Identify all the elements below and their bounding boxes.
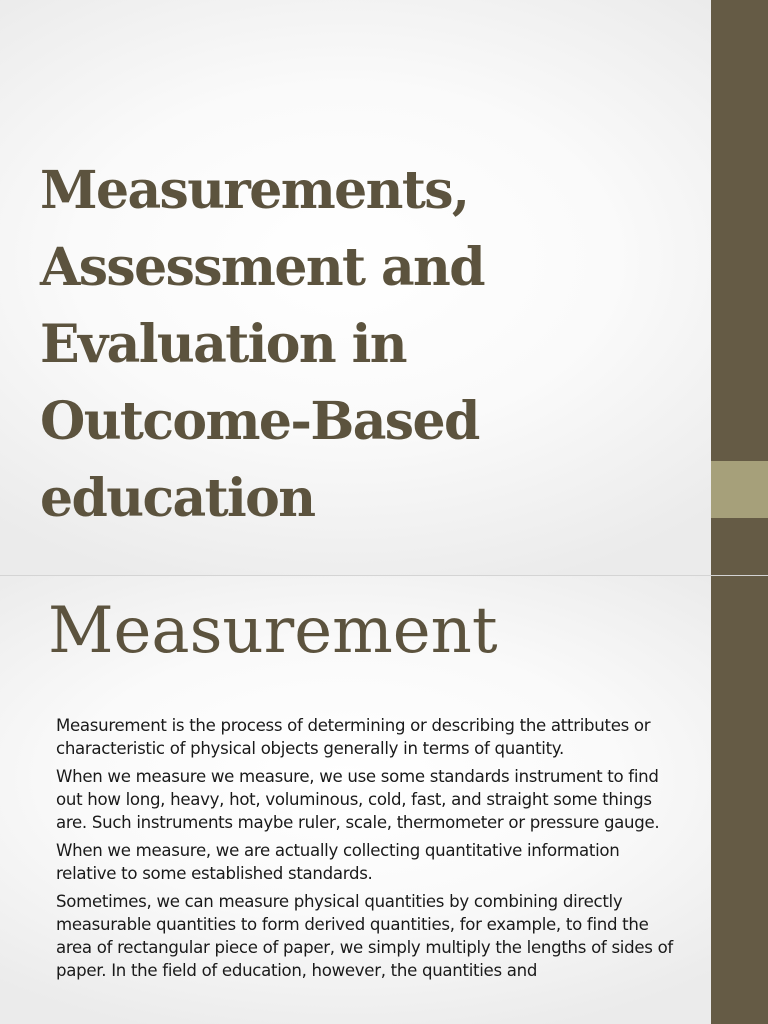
slide-sidebar-accent	[711, 461, 768, 518]
slide-title: Measurement	[48, 594, 498, 668]
body-paragraph: When we measure we measure, we use some standards instrument to find out how long, heavy, hot, voluminous, cold, fast, and straight some things are. Such instruments maybe ruler, scale, thermometer or pressure gauge.	[56, 767, 660, 832]
body-paragraph: Sometimes, we can measure physical quantities by combining directly measurable quantities to form derived quantities, for example, to find the area of rectangular piece of paper, we simply multiply the lengths of sides of paper. In the field of education, however, the quantities and	[56, 892, 673, 980]
slide-sidebar	[711, 576, 768, 1024]
slide-body	[56, 714, 676, 987]
body-paragraph: When we measure, we are actually collecting quantitative information relative to some established standards.	[56, 841, 620, 883]
presentation-title: Measurements, Assessment and Evaluation in Outcome-Based education	[40, 160, 485, 529]
measurement-slide	[0, 576, 768, 1024]
body-paragraph: Measurement is the process of determining or describing the attributes or characteristic of physical objects generally in terms of quantity.	[56, 716, 651, 758]
